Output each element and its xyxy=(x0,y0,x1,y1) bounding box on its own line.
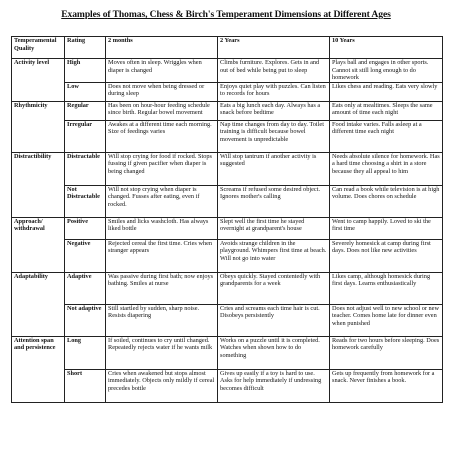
header-10-years: 10 Years xyxy=(330,37,443,59)
two-years-cell: Nap time changes from day to day. Toilet training is difficult because bowel movement is unpredictable xyxy=(218,120,330,152)
header-quality: Temperamental Quality xyxy=(12,37,65,59)
rating-cell: Not adaptive xyxy=(65,304,106,336)
table-row xyxy=(12,369,443,402)
ten-years-cell: Does not adjust well to new school or new teacher. Comes home late for dinner even when punished xyxy=(330,304,443,336)
two-months-cell: Smiles and licks washcloth. Has always liked bottle xyxy=(106,217,218,239)
table-body xyxy=(12,59,443,403)
two-years-cell: Slept well the first time he stayed overnight at grandparent's house xyxy=(218,217,330,239)
two-months-cell: Awakes at a different time each morning. Size of feedings varies xyxy=(106,120,218,152)
quality-cell: Adaptability xyxy=(12,272,65,336)
header-rating: Rating xyxy=(65,37,106,59)
header-2-months: 2 months xyxy=(106,37,218,59)
two-years-cell: Cries and screams each time hair is cut. Disobeys persistently xyxy=(218,304,330,336)
table-row xyxy=(12,336,443,369)
rating-cell: Short xyxy=(65,369,106,402)
ten-years-cell: Severely homesick at camp during first days. Does not like new activities xyxy=(330,239,443,272)
table-row xyxy=(12,82,443,101)
quality-cell: Activity level xyxy=(12,59,65,102)
table-row xyxy=(12,185,443,217)
two-months-cell: Cries when awakened but stops almost immediately. Objects only mildly if cereal precedes bottle xyxy=(106,369,218,402)
two-months-cell: If soiled, continues to cry until changed. Repeatedly rejects water if he wants milk xyxy=(106,336,218,369)
ten-years-cell: Plays ball and engages in other sports. Cannot sit still long enough to do homework xyxy=(330,59,443,83)
ten-years-cell: Likes chess and reading. Eats very slowly xyxy=(330,82,443,101)
table-row xyxy=(12,59,443,83)
rating-cell: Long xyxy=(65,336,106,369)
quality-cell: Distractibility xyxy=(12,152,65,217)
table-row xyxy=(12,152,443,185)
two-years-cell: Obeys quickly. Stayed contentedly with grandparents for a week xyxy=(218,272,330,304)
rating-cell: High xyxy=(65,59,106,83)
quality-cell: Attention span and persistence xyxy=(12,336,65,402)
document-title: Examples of Thomas, Chess & Birch's Temperament Dimensions at Different Ages xyxy=(61,9,391,20)
ten-years-cell: Needs absolute silence for homework. Has a hard time choosing a shirt in a store because they all appeal to him xyxy=(330,152,443,185)
ten-years-cell: Went to camp happily. Loved to ski the first time xyxy=(330,217,443,239)
two-years-cell: Enjoys quiet play with puzzles. Can listen to records for hours xyxy=(218,82,330,101)
header-2-years: 2 Years xyxy=(218,37,330,59)
rating-cell: Positive xyxy=(65,217,106,239)
table-row xyxy=(12,120,443,152)
rating-cell: Low xyxy=(65,82,106,101)
two-years-cell: Climbs furniture. Explores. Gets in and out of bed while being put to sleep xyxy=(218,59,330,83)
rating-cell: Irregular xyxy=(65,120,106,152)
table-row xyxy=(12,272,443,304)
ten-years-cell: Likes camp, although homesick during first days. Learns enthusiastically xyxy=(330,272,443,304)
two-years-cell: Eats a big lunch each day. Always has a snack before bedtime xyxy=(218,101,330,120)
quality-cell: Rhythmicity xyxy=(12,101,65,152)
two-years-cell: Screams if refused some desired object. Ignores mother's calling xyxy=(218,185,330,217)
ten-years-cell: Reads for two hours before sleeping. Does homework carefully xyxy=(330,336,443,369)
two-months-cell: Was passive during first bath; now enjoys bathing. Smiles at nurse xyxy=(106,272,218,304)
ten-years-cell: Gets up frequently from homework for a snack. Never finishes a book. xyxy=(330,369,443,402)
two-months-cell: Will not stop crying when diaper is changed. Fusses after eating, even if rocked. xyxy=(106,185,218,217)
two-months-cell: Rejected cereal the first time. Cries when stranger appears xyxy=(106,239,218,272)
two-months-cell: Still startled by sudden, sharp noise. Resists diapering xyxy=(106,304,218,336)
two-months-cell: Moves often in sleep. Wriggles when diaper is changed xyxy=(106,59,218,83)
table-header-row xyxy=(12,37,443,59)
two-years-cell: Gives up easily if a toy is hard to use. Asks for help immediately if undressing becomes difficult xyxy=(218,369,330,402)
table-row xyxy=(12,101,443,120)
table-row xyxy=(12,217,443,239)
rating-cell: Distractable xyxy=(65,152,106,185)
ten-years-cell: Can read a book while television is at high volume. Does chores on schedule xyxy=(330,185,443,217)
two-months-cell: Has been on hour-hour feeding schedule since birth. Regular bowel movement xyxy=(106,101,218,120)
ten-years-cell: Food intake varies. Falls asleep at a different time each night xyxy=(330,120,443,152)
rating-cell: Not Distractable xyxy=(65,185,106,217)
table-row xyxy=(12,239,443,272)
quality-cell: Approach/ withdrawal xyxy=(12,217,65,272)
two-months-cell: Will stop crying for food if rocked. Stops fussing if given pacifier when diaper is being changed xyxy=(106,152,218,185)
rating-cell: Regular xyxy=(65,101,106,120)
two-years-cell: Avoids strange children in the playground. Whimpers first time at beach. Will not go into water xyxy=(218,239,330,272)
two-years-cell: Works on a puzzle until it is completed. Watches when shown how to do something xyxy=(218,336,330,369)
table-row xyxy=(12,304,443,336)
ten-years-cell: Eats only at mealtimes. Sleeps the same amount of time each night xyxy=(330,101,443,120)
two-months-cell: Does not move when being dressed or during sleep xyxy=(106,82,218,101)
temperament-table xyxy=(11,36,443,403)
rating-cell: Negative xyxy=(65,239,106,272)
two-years-cell: Will stop tantrum if another activity is suggested xyxy=(218,152,330,185)
rating-cell: Adaptive xyxy=(65,272,106,304)
